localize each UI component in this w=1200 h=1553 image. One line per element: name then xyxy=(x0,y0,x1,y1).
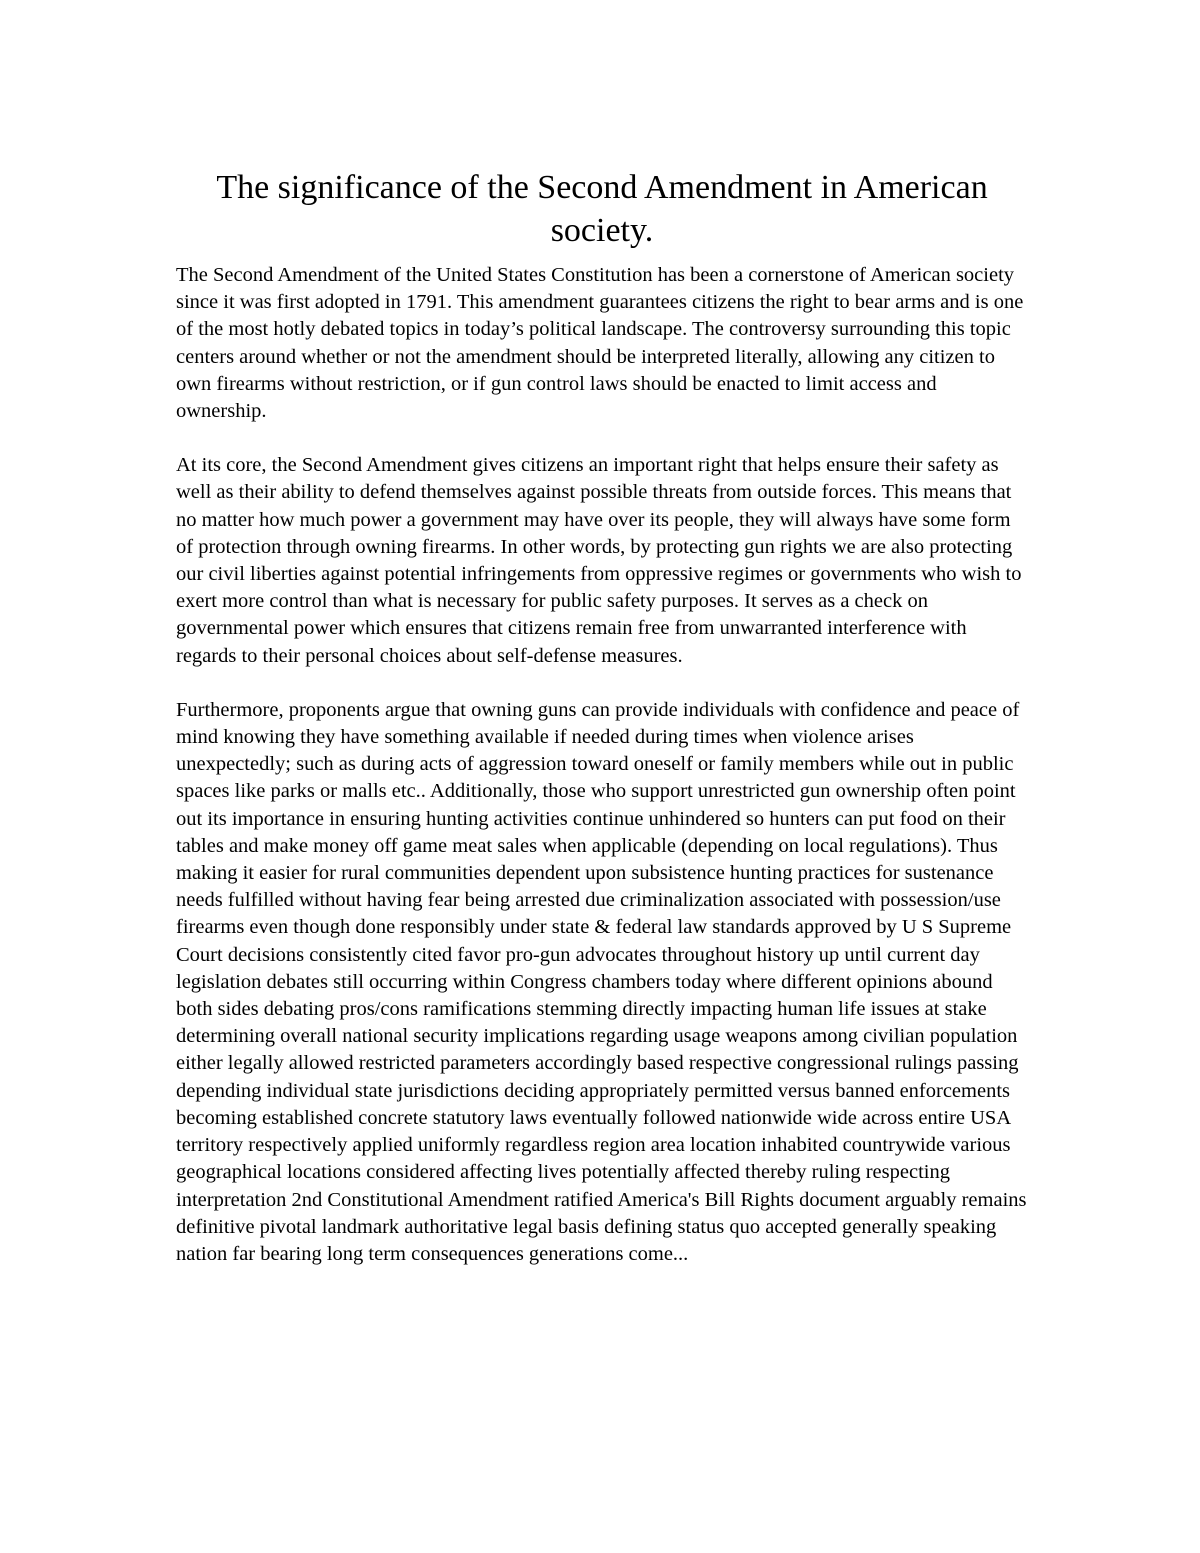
paragraph-intro: The Second Amendment of the United States Constitution has been a cornerstone of American society since it was first adopted in 1791. This amendment guarantees citizens the right to bear arms and is one of the most hotly debated topics in today’s political landscape. The controversy surrounding this topic centers around whether or not the amendment should be interpreted literally, allowing any citizen to own firearms without restriction, or if gun control laws should be enacted to limit access and ownership. xyxy=(176,264,1024,423)
document-title: The significance of the Second Amendment in American society. xyxy=(216,169,988,249)
paragraph-proponents: Furthermore, proponents argue that owning guns can provide individuals with confidence and peace of mind knowing they have something available if needed during times when violence arises unexpectedly; such as during acts of aggression toward oneself or family members while out in public spaces like parks or malls etc.. Additionally, those who support unrestricted gun ownership often point out its importance in ensuring hunting activities continue unhindered so hunters can put food on their tables and make money off game meat sales when applicable (depending on local regulations). Thus making it easier for rural communities dependent upon subsistence hunting practices for sustenance needs fulfilled without having fear being arrested due criminalization associated with possession/use firearms even though done responsibly under state & federal law standards approved by U S Supreme Court decisions consistently cited favor pro-gun advocates throughout history up until current day legislation debates still occurring within Congress chambers today where different opinions abound both sides debating pros/cons ramifications stemming directly impacting human life issues at stake determining overall national security implications regarding usage weapons among civilian population either legally allowed restricted parameters accordingly based respective congressional rulings passing depending individual state jurisdictions deciding appropriately permitted versus banned enforcements becoming established concrete statutory laws eventually followed nationwide wide across entire USA territory respectively applied uniformly regardless region area location inhabited countrywide various geographical locations considered affecting lives potentially affected thereby ruling respecting interpretation 2nd Constitutional Amendment ratified America's Bill Rights document arguably remains definitive pivotal landmark authoritative legal basis defining status quo accepted generally speaking nation far bearing long term consequences generations come... xyxy=(176,698,1027,1265)
paragraph-core: At its core, the Second Amendment gives citizens an important right that helps ensure their safety as well as their ability to defend themselves against possible threats from outside forces. This means that no matter how much power a government may have over its people, they will always have some form of protection through owning firearms. In other words, by protecting gun rights we are also protecting our civil liberties against potential infringements from oppressive regimes or governments who wish to exert more control than what is necessary for public safety purposes. It serves as a check on governmental power which ensures that citizens remain free from unwarranted interference with regards to their personal choices about self-defense measures. xyxy=(176,454,1022,667)
document-body xyxy=(176,166,1028,1295)
